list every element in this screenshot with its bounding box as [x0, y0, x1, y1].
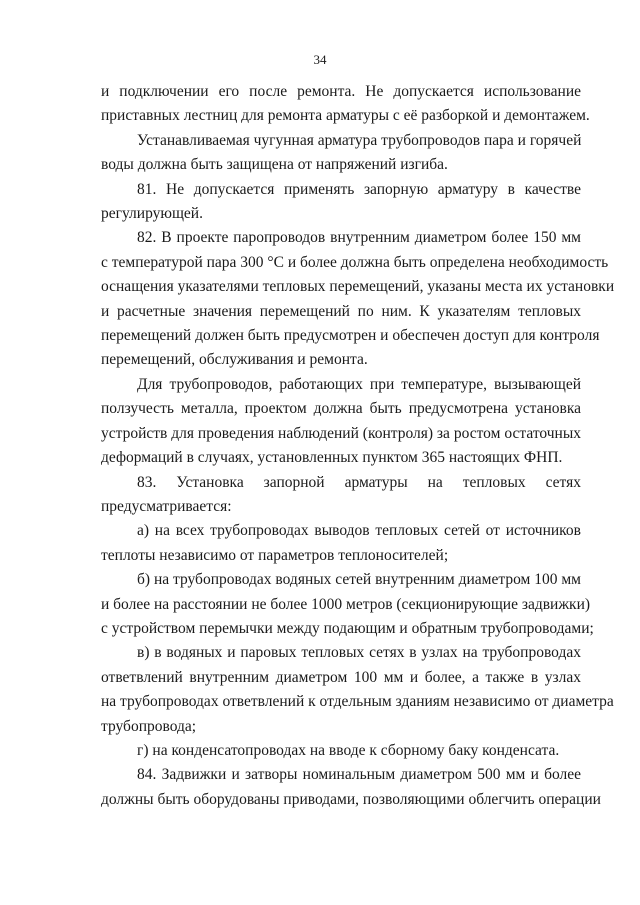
text-line: предусматривается:: [101, 497, 232, 515]
paragraph: [101, 641, 614, 739]
text-line: должны быть оборудованы приводами, позволяющими облегчить операции: [101, 790, 601, 808]
text-line: и подключении его после ремонта. Не допускается использование: [101, 83, 581, 100]
text-line: с температурой пара 300 °С и более должна быть определена необходимость: [101, 253, 609, 271]
text-line: перемещений должен быть предусмотрен и обеспечен доступ для контроля: [101, 327, 600, 345]
text-line: перемещений, обслуживания и ремонта.: [101, 351, 368, 369]
text-line: 81. Не допускается применять запорную арматуру в качестве: [137, 180, 581, 198]
text-line: 83. Установка запорной арматуры на тепловых сетях: [137, 473, 581, 491]
paragraph: [101, 129, 581, 178]
text-line: Устанавливаемая чугунная арматура трубопроводов пара и горячей: [137, 131, 582, 149]
paragraph: [101, 763, 601, 812]
paragraph: [101, 568, 594, 641]
text-line: 82. В проекте паропроводов внутренним диаметром более 150 мм: [137, 229, 581, 247]
paragraph: [101, 80, 590, 129]
text-line: 84. Задвижки и затворы номинальным диаметром 500 мм и более: [137, 766, 581, 784]
text-line: б) на трубопроводах водяных сетей внутренним диаметром 100 мм: [137, 571, 581, 589]
text-line: на трубопроводах ответвлений к отдельным зданиям независимо от диаметра: [101, 693, 614, 711]
text-line: деформаций в случаях, установленных пунктом 365 настоящих ФНП.: [101, 449, 563, 467]
paragraph: [101, 739, 581, 763]
text-line: в) в водяных и паровых тепловых сетях в узлах на трубопроводах: [137, 644, 581, 662]
text-line: и более на расстоянии не более 1000 метров (секционирующие задвижки): [101, 595, 591, 613]
text-line: оснащения указателями тепловых перемещений, указаны места их установки: [101, 278, 615, 296]
text-line: ответвлений внутренним диаметром 100 мм и более, а также в узлах: [101, 668, 581, 686]
text-line: устройств для проведения наблюдений (контроля) за ростом остаточных: [101, 424, 581, 442]
text-line: г) на конденсатопроводах на вводе к сборному баку конденсата.: [137, 741, 560, 759]
text-line: регулирующей.: [101, 205, 203, 223]
text-line: теплоты независимо от параметров теплоносителей;: [101, 546, 449, 564]
document-body: [101, 80, 615, 812]
paragraph: [101, 471, 581, 520]
text-line: а) на всех трубопроводах выводов тепловых сетей от источников: [137, 522, 581, 540]
text-line: и расчетные значения перемещений по ним. К указателям тепловых: [101, 302, 581, 320]
text-line: приставных лестниц для ремонта арматуры с её разборкой и демонтажем.: [101, 107, 590, 125]
paragraph: [101, 178, 581, 227]
text-line: воды должна быть защищена от напряжений изгиба.: [101, 156, 448, 174]
text-line: ползучесть металла, проектом должна быть предусмотрена установка: [101, 400, 581, 418]
text-line: с устройством перемычки между подающим и обратным трубопроводами;: [101, 619, 594, 637]
text-line: трубопровода;: [101, 717, 197, 735]
paragraph: [101, 519, 581, 568]
paragraph: [101, 373, 581, 471]
paragraph: [101, 226, 615, 372]
page-number: 34: [313, 52, 327, 67]
text-line: Для трубопроводов, работающих при температуре, вызывающей: [137, 375, 581, 393]
